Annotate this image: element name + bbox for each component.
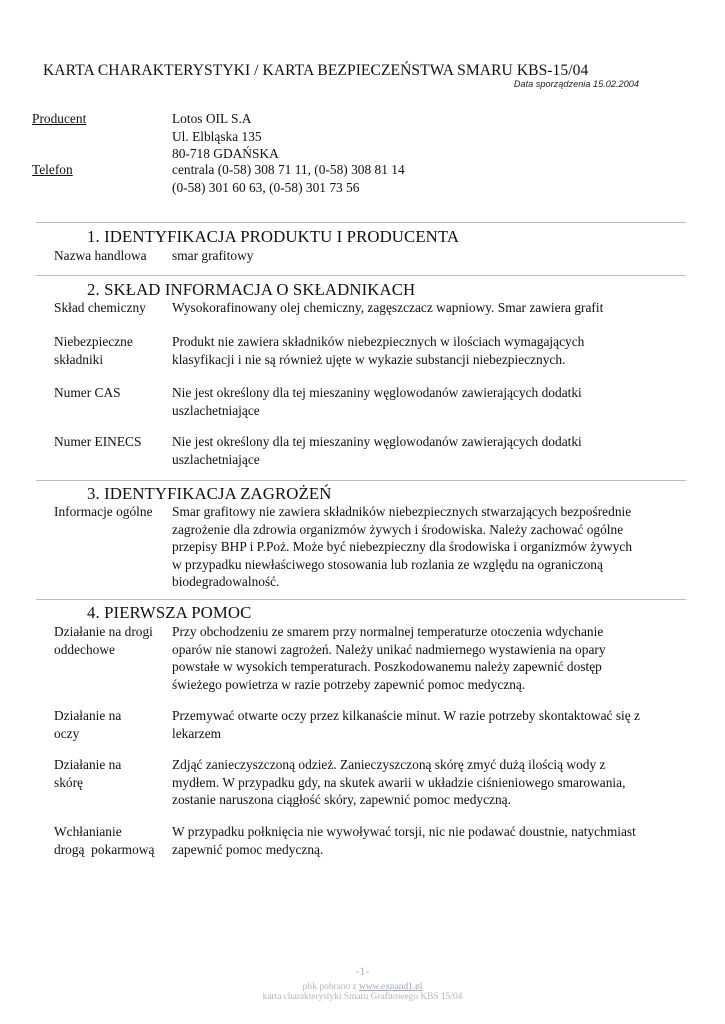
eyes-text: Przemywać otwarte oczy przez kilkanaście minut. W razie potrzeby skontaktować się z lekarzem <box>172 708 640 741</box>
date-prepared: Data sporządzenia 15.02.2004 <box>513 79 639 89</box>
divider <box>36 480 686 481</box>
footer-document-name: karta charakterystyki Smaru Grafitowego KBS 15/04 <box>262 992 463 1002</box>
ingestion-text: W przypadku połknięcia nie wywoływać torsji, nic nie podawać doustnie, natychmiast zapewnić pomoc medyczną. <box>172 824 636 857</box>
einecs-number-text: Nie jest określony dla tej mieszaniny węglowodanów zawierających dodatki uszlachetniające <box>172 434 582 467</box>
general-info-text: Smar grafitowy nie zawiera składników niebezpiecznych stwarzających bezpośrednie zagrożenie dla zdrowia organizmów żywych i środowiska. Należy zachować ogólne przepisy BHP i P.Poż. Może być niebezpieczny dla środowiska i organizmów żywych w przypadku niewłaściwego stosowania lub rozlania ze względu na ograniczoną biodegradowalność. <box>172 504 633 589</box>
general-info-label: Informacje ogólne <box>54 504 153 519</box>
producer-street: Ul. Elbląska 135 <box>172 128 262 144</box>
producer-city: 80-718 GDAŃSKA <box>172 146 279 161</box>
ingestion-label: Wchłanianie drogą pokarmową <box>54 824 155 857</box>
inhalation-label: Działanie na drogi oddechowe <box>54 624 153 657</box>
chemical-composition-text: Wysokorafinowany olej chemiczny, zagęszczacz wapniowy. Smar zawiera grafit <box>172 300 604 315</box>
hazardous-components-text: Produkt nie zawiera składników niebezpiecznych w ilościach wymagających klasyfikacji i nie są również ujęte w wykazie substancji niebezpiecznych. <box>172 334 585 367</box>
section-2-heading: 2. SKŁAD INFORMACJA O SKŁADNIKACH <box>87 280 416 299</box>
phone-line-2: (0-58) 301 60 63, (0-58) 301 73 56 <box>172 179 360 195</box>
document-title: KARTA CHARAKTERYSTYKI / KARTA BEZPIECZEŃSTWA SMARU KBS-15/04 <box>43 62 589 79</box>
section-3-heading: 3. IDENTYFIKACJA ZAGROŻEŃ <box>87 484 332 503</box>
source-link[interactable]: www.expand1.pl <box>359 982 423 992</box>
skin-label: Działanie na skórę <box>54 757 122 790</box>
producer-label: Producent <box>32 111 87 126</box>
skin-text: Zdjąć zanieczyszczoną odzież. Zanieczyszczoną skórę zmyć dużą ilością wody z mydłem. W przypadku gdy, na skutek awarii w układzie ciśnieniowego smarowania, zostanie naruszona ciągłość skóry, zapewnić pomoc medyczną. <box>172 757 626 807</box>
cas-number-label: Numer CAS <box>54 385 121 400</box>
download-source: plik pobrano z www.expand1.pl <box>302 982 423 992</box>
section-4-heading: 4. PIERWSZA POMOC <box>87 603 252 622</box>
trade-name-label: Nazwa handlowa <box>54 248 147 263</box>
trade-name-value: smar grafitowy <box>172 248 254 263</box>
eyes-label: Działanie na oczy <box>54 708 122 741</box>
chemical-composition-label: Skład chemiczny <box>54 300 146 315</box>
phone-line-1: centrala (0-58) 308 71 11, (0-58) 308 81 14 <box>172 162 405 177</box>
hazardous-components-label: Niebezpieczne składniki <box>54 334 133 367</box>
inhalation-text: Przy obchodzeniu ze smarem przy normalnej temperaturze otoczenia wdychanie oparów nie stanowi zagrożeń. Należy unikać nadmiernego wystawienia na opary powstałe w wysokich temperaturach. Poszkodowanemu należy zapewnić dostęp świeżego powietrza w razie potrzeby zapewnić pomoc medyczną. <box>172 624 606 692</box>
section-1-heading: 1. IDENTYFIKACJA PRODUKTU I PRODUCENTA <box>87 227 460 246</box>
page-number: -1- <box>355 964 370 978</box>
einecs-number-label: Numer EINECS <box>54 434 142 449</box>
cas-number-text: Nie jest określony dla tej mieszaniny węglowodanów zawierających dodatki uszlachetniające <box>172 385 582 418</box>
producer-name: Lotos OIL S.A <box>172 111 252 126</box>
divider <box>36 222 686 223</box>
phone-label: Telefon <box>32 162 73 177</box>
divider <box>36 599 686 600</box>
divider <box>36 275 686 276</box>
